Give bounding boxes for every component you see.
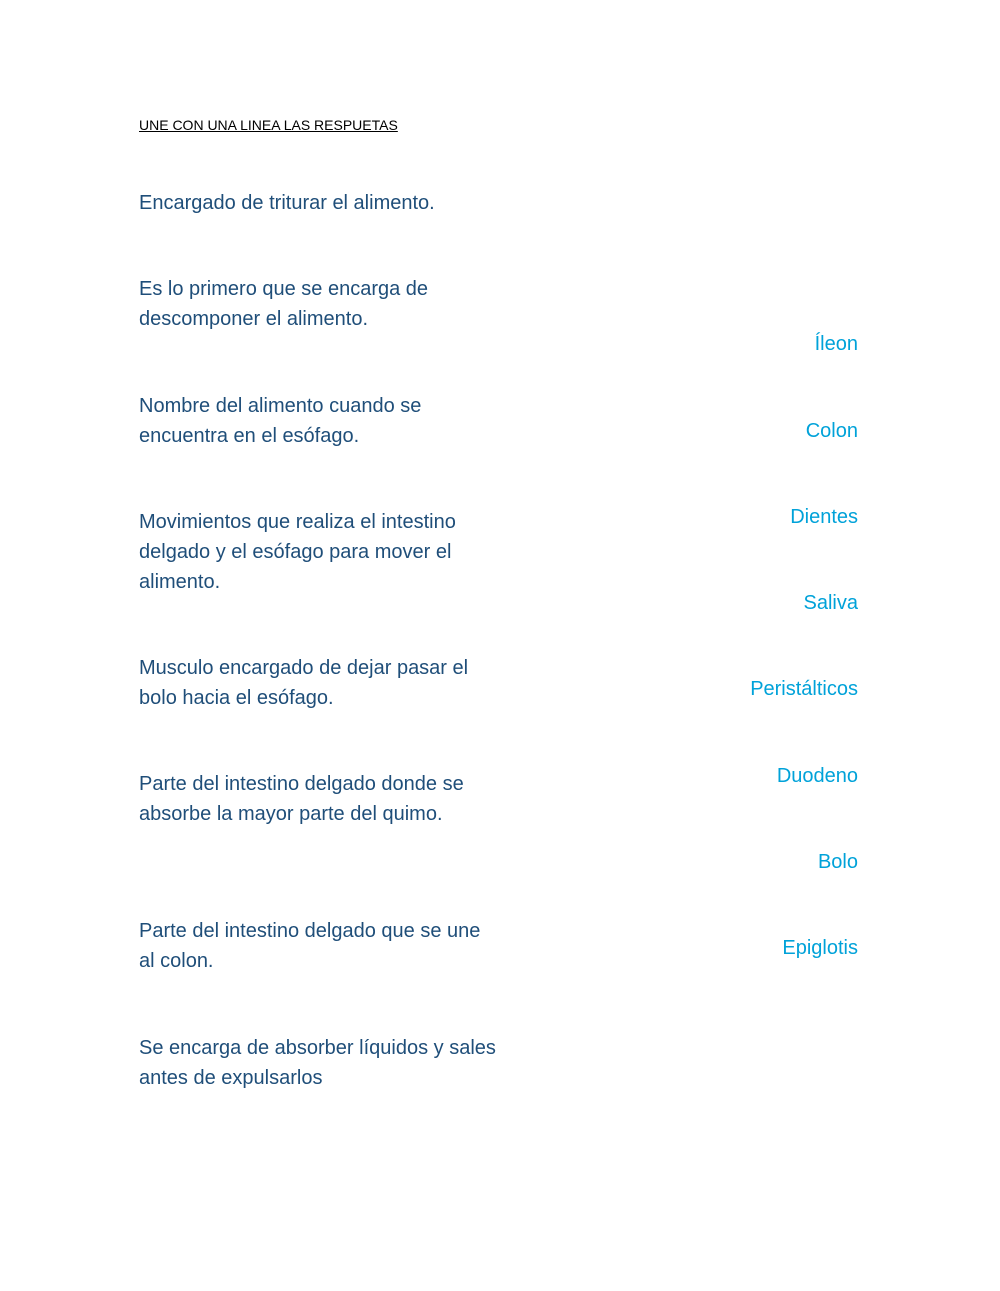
answer-peristalticos[interactable]: Peristálticos (750, 678, 858, 700)
answer-epiglotis[interactable]: Epiglotis (782, 937, 858, 959)
question-8: Se encarga de absorber líquidos y sales antes de expulsarlos (139, 1037, 496, 1089)
question-6: Parte del intestino delgado donde se absorbe la mayor parte del quimo. (139, 773, 464, 825)
answer-bolo[interactable]: Bolo (817, 851, 858, 873)
question-2: Es lo primero que se encarga de descomponer el alimento. (139, 278, 429, 330)
answer-dientes[interactable]: Dientes (790, 506, 858, 528)
question-4: Movimientos que realiza el intestino delgado y el esófago para mover el alimento. (139, 511, 456, 593)
worksheet-title: UNE CON UNA LINEA LAS RESPUETAS (139, 117, 398, 133)
answer-saliva[interactable]: Saliva (803, 592, 858, 614)
question-1: Encargado de triturar el alimento. (139, 192, 435, 214)
question-5: Musculo encargado de dejar pasar el bolo hacia el esófago. (139, 657, 469, 709)
answer-duodeno[interactable]: Duodeno (776, 765, 858, 787)
question-7: Parte del intestino delgado que se une al colon. (139, 920, 481, 972)
answer-ileon[interactable]: Íleon (814, 333, 858, 355)
answer-colon[interactable]: Colon (805, 420, 858, 442)
question-3: Nombre del alimento cuando se encuentra en el esófago. (139, 395, 422, 447)
